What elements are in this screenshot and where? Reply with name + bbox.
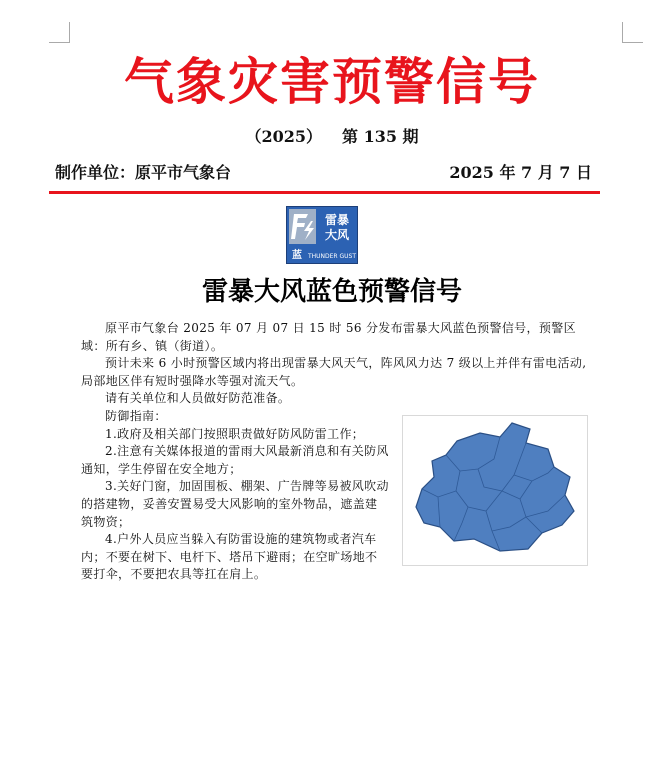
issue-line xyxy=(0,126,664,148)
bulletin-title: 气象灾害预警信号 xyxy=(124,52,540,111)
icon-english-text: THUNDER GUST xyxy=(307,253,357,260)
guide-item-1: 1.政府及相关部门按照职责做好防风防雷工作； xyxy=(105,426,365,441)
icon-text-bottom: 大风 xyxy=(324,228,350,242)
icon-text-top: 雷暴 xyxy=(324,213,350,227)
guide-heading: 防御指南： xyxy=(105,408,167,423)
thunder-gust-blue-warning-icon xyxy=(286,206,358,264)
page-corner-mark-top-left xyxy=(49,22,70,43)
issue-number: 第 135 期 xyxy=(342,127,419,146)
signal-title: 雷暴大风蓝色预警信号 xyxy=(201,277,462,307)
publisher: 制作单位：原平市气象台 xyxy=(55,163,232,182)
header-divider xyxy=(49,191,600,194)
paragraph-forecast: 预计未来 6 小时预警区域内将出现雷暴大风天气，阵风风力达 7 级以上并伴有雷电活动,局部地区伴有短时强降水等强对流天气。 xyxy=(81,356,587,388)
publish-date: 2025 年 7 月 7 日 xyxy=(449,163,592,182)
paragraph-issue: 原平市气象台 2025 年 07 月 07 日 15 时 56 分发布雷暴大风蓝色预警信号，预警区域：所有乡、镇（街道）。 xyxy=(81,321,576,353)
guide-item-2: 2.注意有关媒体报道的雷雨大风最新消息和有关防风通知，学生停留在安全地方； xyxy=(81,444,389,476)
icon-level-text: 蓝 xyxy=(292,250,302,261)
warning-area-map xyxy=(402,415,588,566)
paragraph-advice: 请有关单位和人员做好防范准备。 xyxy=(105,391,291,406)
guide-item-4: 4.户外人员应当躲入有防雷设施的建筑物或者汽车内；不要在树下、电杆下、塔吊下避雨；在空旷场地不要打伞，不要把农具等扛在肩上。 xyxy=(81,532,378,582)
guide-item-3: 3.关好门窗，加固围板、棚架、广告牌等易被风吹动的搭建物，妥善安置易受大风影响的室外物品，遮盖建筑物资； xyxy=(81,479,389,529)
page-corner-mark-top-right xyxy=(622,22,643,43)
issue-year: （2025） xyxy=(245,127,322,146)
